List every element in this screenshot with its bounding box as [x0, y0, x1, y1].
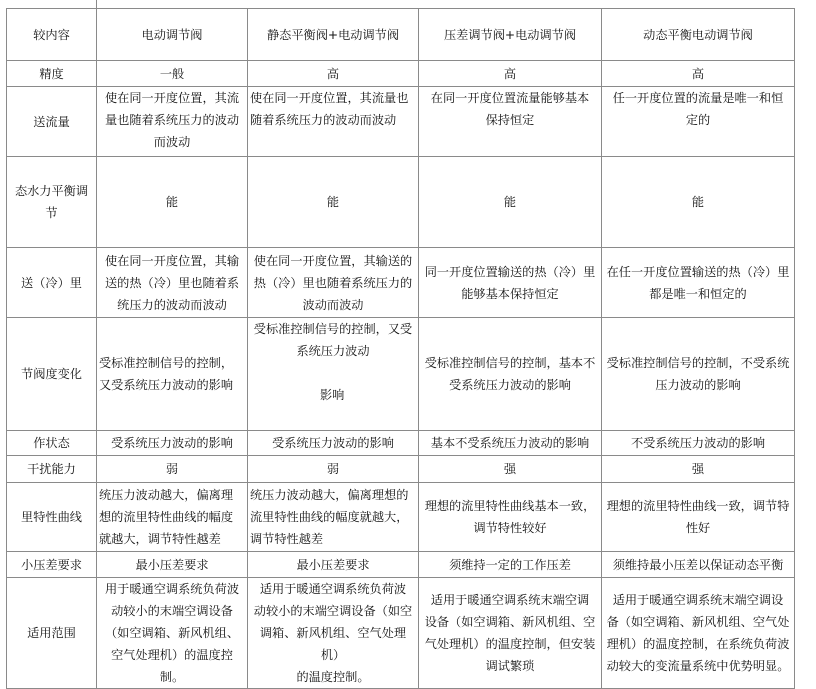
table-header-row	[7, 9, 795, 61]
row-label: 里特性曲线	[7, 483, 97, 552]
table-row	[7, 318, 795, 431]
table-cell: 能	[97, 157, 248, 248]
header-cell: 静态平衡阀+电动调节阀	[248, 9, 419, 61]
row-label: 送（冷）里	[7, 248, 97, 318]
table-cell: 弱	[97, 456, 248, 483]
table-cell: 适用于暖通空调系统负荷波 动较小的末端空调设备（如空 调箱、新风机组、空气处理机） 的温度控制。	[248, 578, 419, 689]
comparison-table	[6, 8, 795, 689]
table-cell: 适用于暖通空调系统末端空调设 备（如空调箱、新风机组、空气处 理机）的温度控制，在系统负荷波 动较大的变流量系统中优势明显。	[602, 578, 795, 689]
cell-text: 受标准控制信号的控制，又受 系统压力波动	[253, 322, 413, 358]
table-cell: 使在同一开度位置，其流量也 随着系统压力的波动而波动	[248, 87, 419, 157]
row-label: 作状态	[7, 431, 97, 456]
header-cell: 动态平衡电动调节阀	[602, 9, 795, 61]
table-cell	[248, 318, 419, 431]
table-cell: 适用于暖通空调系统末端空调 设备（如空调箱、新风机组、空 气处理机）的温度控制，但安装 调试繁琐	[419, 578, 602, 689]
table-row	[7, 552, 795, 578]
table-cell: 基本不受系统压力波动的影响	[419, 431, 602, 456]
table-cell: 受系统压力波动的影响	[248, 431, 419, 456]
row-label: 小压差要求	[7, 552, 97, 578]
table-cell: 须维持一定的工作压差	[419, 552, 602, 578]
table-cell: 理想的流里特性曲线一致，调节特 性好	[602, 483, 795, 552]
row-label: 态水力平衡调 节	[7, 157, 97, 248]
table-cell: 弱	[248, 456, 419, 483]
header-cell: 电动调节阀	[97, 9, 248, 61]
row-label: 精度	[7, 61, 97, 87]
table-cell: 统压力波动越大，偏离理 想的流里特性曲线的幅度 就越大，调节特性越差	[97, 483, 248, 552]
table-cell: 强	[602, 456, 795, 483]
table-cell: 在同一开度位置流量能够基本 保持恒定	[419, 87, 602, 157]
top-border-stub	[96, 0, 97, 8]
table-cell: 不受系统压力波动的影响	[602, 431, 795, 456]
table-cell: 同一开度位置输送的热（冷）里 能够基本保持恒定	[419, 248, 602, 318]
cell-text-extra: 影响	[320, 388, 345, 402]
table-row	[7, 157, 795, 248]
table-cell: 使在同一开度位置，其输送的 热（冷）里也随着系统压力的 波动而波动	[248, 248, 419, 318]
table-cell: 任一开度位置的流量是唯一和恒 定的	[602, 87, 795, 157]
table-cell: 能	[602, 157, 795, 248]
row-label: 干扰能力	[7, 456, 97, 483]
row-label: 送流量	[7, 87, 97, 157]
table-cell: 能	[419, 157, 602, 248]
table-row	[7, 248, 795, 318]
table-cell: 能	[248, 157, 419, 248]
header-cell: 较内容	[7, 9, 97, 61]
table-row	[7, 578, 795, 689]
table-cell: 强	[419, 456, 602, 483]
table-cell: 受系统压力波动的影响	[97, 431, 248, 456]
table-cell: 使在同一开度位置，其流 量也随着系统压力的波动 而波动	[97, 87, 248, 157]
table-cell: 用于暖通空调系统负荷波 动较小的末端空调设备 （如空调箱、新风机组、 空气处理机）的温度控制。	[97, 578, 248, 689]
table-cell: 使在同一开度位置，其输 送的热（冷）里也随着系 统压力的波动而波动	[97, 248, 248, 318]
table-row	[7, 61, 795, 87]
table-row	[7, 87, 795, 157]
table-cell: 理想的流里特性曲线基本一致， 调节特性较好	[419, 483, 602, 552]
table-cell: 高	[248, 61, 419, 87]
table-row	[7, 483, 795, 552]
header-cell: 压差调节阀+电动调节阀	[419, 9, 602, 61]
table-cell: 最小压差要求	[97, 552, 248, 578]
table-cell: 高	[602, 61, 795, 87]
row-label: 节阀度变化	[7, 318, 97, 431]
table-cell: 须维持最小压差以保证动态平衡	[602, 552, 795, 578]
table-cell: 最小压差要求	[248, 552, 419, 578]
table-cell: 统压力波动越大，偏离理想的 流里特性曲线的幅度就越大， 调节特性越差	[248, 483, 419, 552]
row-label: 适用范围	[7, 578, 97, 689]
table-row	[7, 431, 795, 456]
table-cell: 高	[419, 61, 602, 87]
table-cell: 受标准控制信号的控制，基本不 受系统压力波动的影响	[419, 318, 602, 431]
table-cell: 一般	[97, 61, 248, 87]
table-cell: 受标准控制信号的控制， 又受系统压力波动的影响	[97, 318, 248, 431]
table-row	[7, 456, 795, 483]
table-cell: 受标准控制信号的控制，不受系统 压力波动的影响	[602, 318, 795, 431]
table-cell: 在任一开度位置输送的热（冷）里 都是唯一和恒定的	[602, 248, 795, 318]
